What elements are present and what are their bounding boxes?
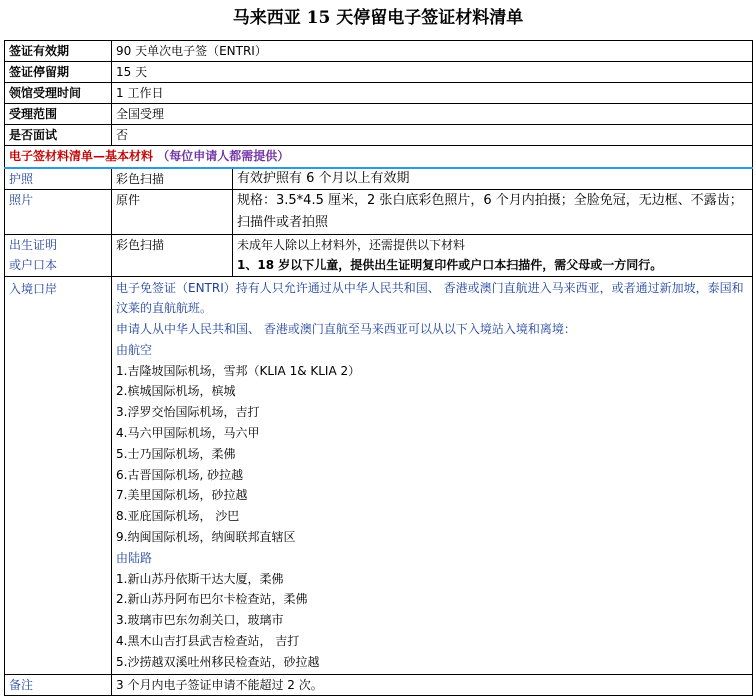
minor-note: 未成年人除以上材料外，还需提供以下材料 [237, 237, 466, 252]
remarks-row [5, 674, 753, 695]
air-port-item: 3.浮罗交怡国际机场，吉打 [116, 405, 260, 420]
summary-value: 1 工作日 [112, 83, 753, 104]
air-port-item: 6.古晋国际机场, 砂拉越 [116, 467, 244, 482]
summary-row-stay [5, 62, 753, 83]
visa-materials-table [4, 40, 753, 696]
summary-value: 15 天 [112, 62, 753, 83]
material-desc [233, 234, 753, 276]
material-row-birth-cert [5, 234, 753, 276]
summary-label: 领馆受理时间 [5, 83, 112, 104]
entry-intro2: 申请人从中华人民共和国、 香港或澳门直航至马来西亚可以从以下入境站入境和离境： [116, 322, 576, 337]
material-type: 彩色扫描 [112, 234, 233, 276]
air-port-item: 4.马六甲国际机场，马六甲 [116, 426, 260, 441]
material-type: 彩色扫描 [112, 168, 233, 190]
land-port-item: 1.新山苏丹依斯干达大厦，柔佛 [116, 571, 284, 586]
entry-content [112, 276, 753, 674]
summary-row-validity [5, 41, 753, 62]
material-row-passport [5, 168, 753, 190]
air-port-item: 1.吉隆坡国际机场，雪邦（KLIA 1& KLIA 2） [116, 363, 361, 378]
material-desc: 规格：3.5*4.5 厘米，2 张白底彩色照片，6 个月内拍摄；全脸免冠，无边框、不露齿；扫描件或者拍照 [233, 189, 753, 234]
summary-value: 全国受理 [112, 104, 753, 125]
material-row-photo [5, 189, 753, 234]
remarks-value: 3 个月内电子签证申请不能超过 2 次。 [112, 674, 753, 695]
material-label-line1: 出生证明 [9, 237, 58, 252]
entry-intro: 电子免签证（ENTRI）持有人只允许通过从中华人民共和国、 香港或澳门直航进入马来西亚，或者通过新加坡，泰国和汶莱的直航航班。 [116, 280, 744, 316]
air-port-item: 9.纳闽国际机场，纳闽联邦直辖区 [116, 530, 296, 545]
summary-row-interview [5, 125, 753, 146]
summary-label: 受理范围 [5, 104, 112, 125]
air-port-item: 5.士乃国际机场，柔佛 [116, 446, 236, 461]
remarks-label: 备注 [5, 674, 112, 695]
air-port-item: 7.美里国际机场，砂拉越 [116, 488, 248, 503]
summary-row-processing [5, 83, 753, 104]
section-header [5, 146, 753, 168]
material-type: 原件 [112, 189, 233, 234]
air-port-item: 8.亚庇国际机场， 沙巴 [116, 509, 240, 524]
summary-value: 90 天单次电子签（ENTRI） [112, 41, 753, 62]
section-subtitle: （每位申请人都需提供） [157, 149, 290, 163]
summary-label: 签证停留期 [5, 62, 112, 83]
section-title-cell [5, 146, 753, 168]
air-heading: 由航空 [116, 342, 153, 357]
material-label [5, 234, 112, 276]
material-label: 照片 [5, 189, 112, 234]
material-desc: 有效护照有 6 个月以上有效期 [233, 168, 753, 190]
summary-value: 否 [112, 125, 753, 146]
minor-requirement: 1、18 岁以下儿童，提供出生证明复印件或户口本扫描件，需父母或一方同行。 [237, 257, 663, 272]
entry-label: 入境口岸 [5, 276, 112, 674]
summary-label: 签证有效期 [5, 41, 112, 62]
material-label: 护照 [5, 168, 112, 190]
land-port-item: 4.黑木山吉打县武吉检查站， 吉打 [116, 634, 300, 649]
material-label-line2: 或户口本 [9, 257, 58, 272]
land-port-item: 3.玻璃市巴东勿刹关口，玻璃市 [116, 613, 284, 628]
section-title: 电子签材料清单—基本材料 [9, 149, 154, 163]
summary-row-scope [5, 104, 753, 125]
entry-port-row [5, 276, 753, 674]
land-port-item: 2.新山苏丹阿布巴尔卡检查站，柔佛 [116, 592, 308, 607]
land-heading: 由陆路 [116, 550, 153, 565]
summary-label: 是否面试 [5, 125, 112, 146]
air-port-item: 2.槟城国际机场，槟城 [116, 384, 236, 399]
land-port-item: 5.沙捞越双溪吐州移民检查站，砂拉越 [116, 654, 320, 669]
page-title: 马来西亚 15 天停留电子签证材料清单 [232, 8, 524, 28]
